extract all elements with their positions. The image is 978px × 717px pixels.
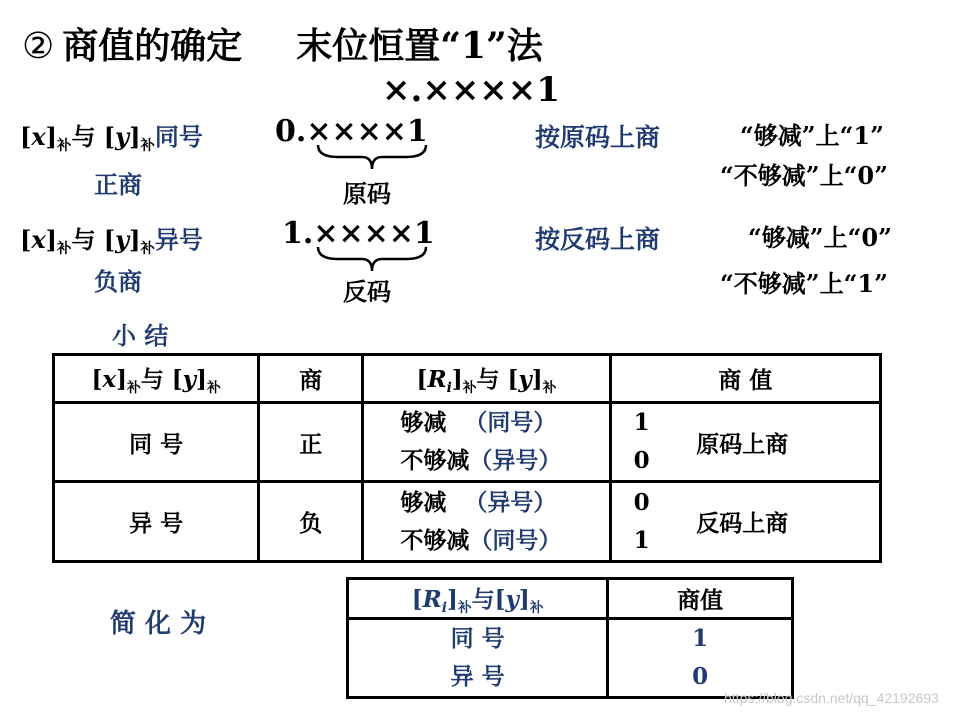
case2-code: 1.××××1	[282, 216, 435, 251]
case2-cond-tail: 异号	[154, 225, 203, 254]
case1-rule: 按原码上商	[535, 123, 661, 152]
case1-sign-label: 正商	[94, 170, 142, 199]
row1-quotient: 正	[259, 403, 363, 482]
row1-cond-a: 够减	[400, 409, 447, 436]
header-quotient-value: 商 值	[610, 355, 880, 403]
simplified-values: 1 0	[608, 619, 793, 698]
row2-method: 反码上商	[680, 482, 880, 562]
simplified-table-header	[348, 579, 793, 619]
page-title	[22, 18, 543, 69]
simplified-relations: 同 号 异 号	[348, 619, 608, 698]
table-row	[54, 403, 881, 482]
header-xy: $[x]_补$与 $[y]_补$	[54, 355, 259, 403]
row2-sign-b: （同号）	[469, 526, 562, 554]
case1-cond-tail: 同号	[154, 122, 203, 151]
row2-sign-a: （异号）	[464, 488, 557, 516]
quotient-pattern: ×.××××1	[382, 70, 560, 110]
simplified-header-value: 商值	[608, 579, 793, 619]
simplify-label: 简 化 为	[110, 609, 207, 639]
case1-code: 0.××××1	[275, 114, 428, 149]
case2-sign-label: 负商	[94, 267, 142, 296]
row2-relation: 异 号	[54, 482, 259, 562]
case1-quote-b: “不够减”上“0”	[720, 161, 888, 190]
row1-bits: 1 0	[610, 403, 680, 482]
row1-cond-b: 不够减	[400, 447, 470, 474]
case1-brace	[316, 143, 428, 173]
case1-brace-label: 原码	[343, 179, 391, 208]
case2-brace	[316, 245, 428, 275]
table-row	[348, 619, 793, 698]
simplified-header-ry: $[R_i]_补$与$[y]_补$	[348, 579, 608, 619]
simplified-table	[346, 577, 794, 699]
row1-method: 原码上商	[680, 403, 880, 482]
row2-conditions	[363, 482, 610, 562]
title-subtitle: 末位恒置“1”法	[296, 25, 543, 67]
row1-relation: 同 号	[54, 403, 259, 482]
row2-cond-a: 够减	[400, 488, 447, 516]
row2-cond-b: 不够减	[400, 526, 470, 554]
header-quotient: 商	[259, 355, 363, 403]
case2-quote-b: “不够减”上“1”	[720, 269, 888, 298]
table-row	[54, 482, 881, 562]
case2-brace-label: 反码	[343, 277, 391, 306]
row2-bits: 0 1	[610, 482, 680, 562]
row2-quotient: 负	[259, 482, 363, 562]
case2-condition: $[x]_补$与 $[y]_补$异号	[20, 225, 203, 258]
case2-quote-a: “够减”上“0”	[748, 223, 892, 252]
case1-condition: $[x]_补$与 $[y]_补$同号	[20, 122, 203, 155]
summary-table-header	[54, 355, 881, 403]
summary-table	[52, 353, 882, 563]
row1-sign-b: （异号）	[469, 447, 562, 474]
watermark: https://blog.csdn.net/qq_42192693	[724, 690, 939, 706]
row1-conditions	[363, 403, 610, 482]
row1-sign-a: （同号）	[464, 409, 557, 436]
case1-quote-a: “够减”上“1”	[740, 121, 884, 150]
title-number: ②	[22, 26, 55, 67]
title-main: 商值的确定	[62, 25, 243, 67]
header-ry: $[R_i]_补$与 $[y]_补$	[363, 355, 610, 403]
summary-label: 小 结	[112, 321, 169, 350]
case2-rule: 按反码上商	[535, 225, 661, 254]
